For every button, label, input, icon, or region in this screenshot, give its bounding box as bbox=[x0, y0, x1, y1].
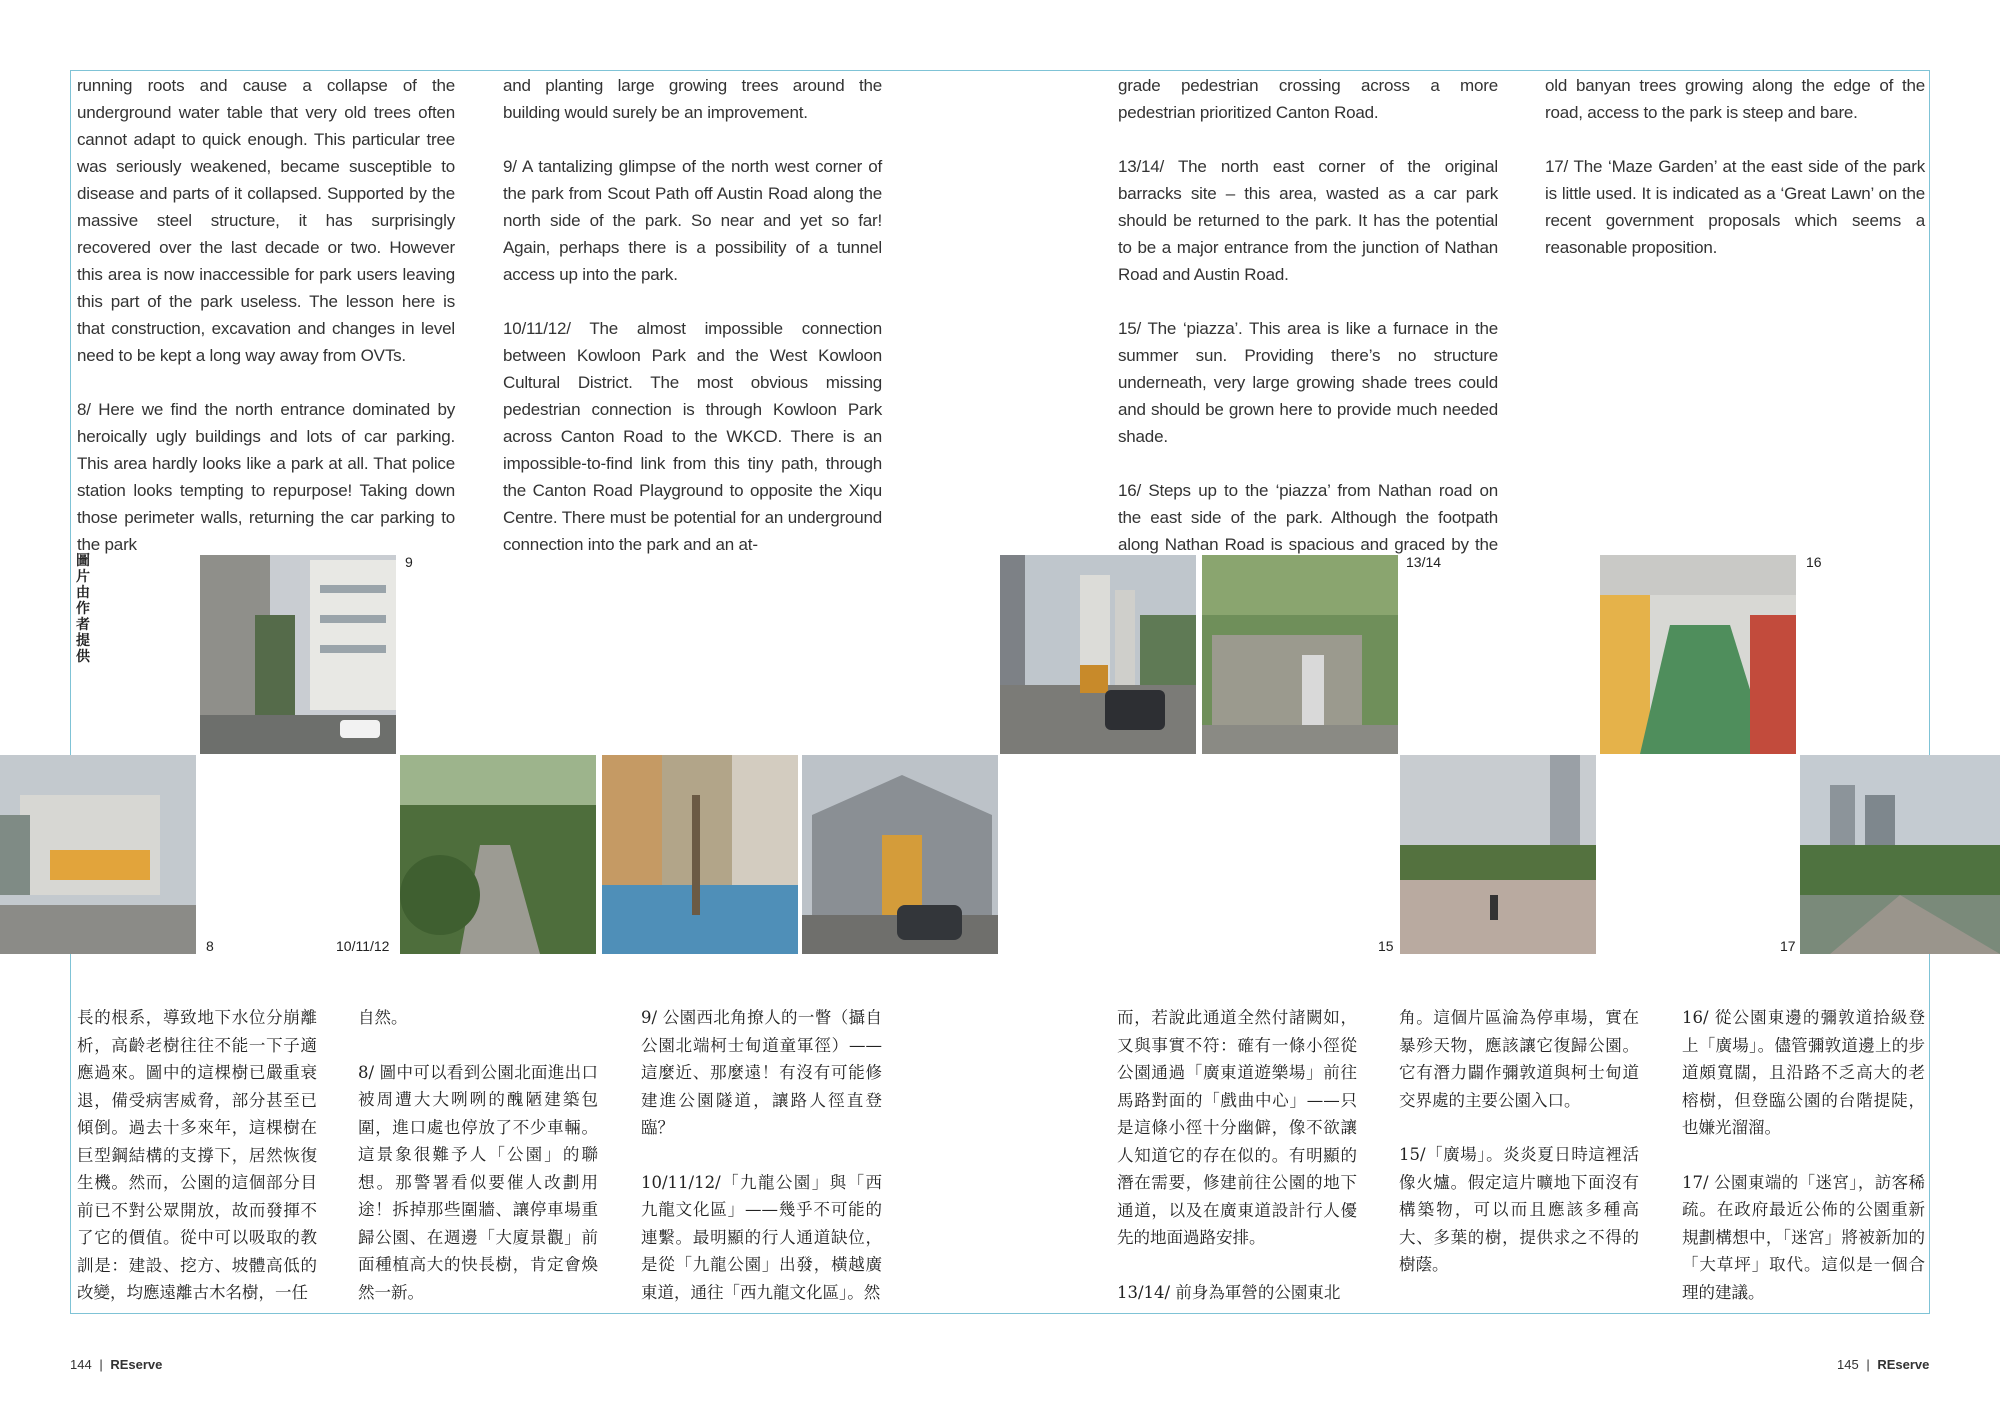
photo-10-path bbox=[400, 755, 596, 954]
english-column-3 bbox=[1118, 72, 1498, 612]
chinese-paragraph: 16/ 從公園東邊的彌敦道拾級登上「廣場」。儘管彌敦道邊上的步道頗寬闊，且沿路不乏高大的老榕樹，但登臨公園的台階提陡，也嫌光溜溜。 bbox=[1682, 1008, 1925, 1137]
photo-label-17: 17 bbox=[1780, 938, 1796, 954]
chinese-paragraph: 而，若說此通道全然付諸闕如，又與事實不符：確有一條小徑從公園通過「廣東道遊樂場」前往馬路對面的「戲曲中心」——只是這條小徑十分幽僻，像不欲讓人知道它的存在似的。有明顯的潛在需要，修建前往公園的地下通道，以及在廣東道設計行人優先的地面過路安排。 bbox=[1117, 1008, 1357, 1247]
footer-separator: | bbox=[1866, 1357, 1870, 1372]
chinese-paragraph: 自然。 bbox=[358, 1008, 408, 1027]
chinese-paragraph: 15/「廣場」。炎炎夏日時這裡活像火爐。假定這片曠地下面沒有構築物，可以而且應該多種高大、多葉的樹，提供求之不得的樹蔭。 bbox=[1399, 1145, 1639, 1274]
chinese-paragraph: 17/ 公園東端的「迷宮」，訪客稀疏。在政府最近公佈的公園重新規劃構想中，「迷宮」將被新加的「大草坪」取代。這似是一個合理的建議。 bbox=[1682, 1172, 1925, 1302]
page-number: 145 bbox=[1837, 1357, 1859, 1372]
chinese-column-6 bbox=[1682, 1004, 1925, 1333]
magazine-brand: REserve bbox=[110, 1357, 163, 1372]
chinese-paragraph: 長的根系，導致地下水位分崩離析，高齡老樹往往不能一下子適應過來。圖中的這棵樹已嚴重衰退，備受病害威脅，部分甚至已傾倒。過去十多來年，這棵樹在巨型鋼結構的支撐下，居然恢復生機。然而，公園的這個部分目前已不對公眾開放，故而發揮不了它的價值。從中可以吸取的教訓是：建設、挖方、坡體高低的改變，均應遠離古木名樹，一任 bbox=[77, 1008, 317, 1302]
english-paragraph: old banyan trees growing along the edge of the road, access to the park is steep and bare. bbox=[1545, 76, 1925, 122]
chinese-column-5 bbox=[1399, 1004, 1639, 1306]
footer-separator: | bbox=[99, 1357, 103, 1372]
english-paragraph: 17/ The ‘Maze Garden’ at the east side of the park is little used. It is indicated as a ‘Great Lawn’ on the recent government proposals which seems a reasonable proposition. bbox=[1545, 157, 1925, 257]
photo-16-steps bbox=[1600, 555, 1796, 754]
chinese-column-2 bbox=[358, 1004, 598, 1333]
footer-left bbox=[70, 1357, 162, 1372]
photo-label-15: 15 bbox=[1378, 938, 1394, 954]
photo-17-maze-garden bbox=[1800, 755, 2000, 954]
photo-9-police-station bbox=[200, 555, 396, 754]
chinese-column-1 bbox=[77, 1004, 317, 1334]
english-paragraph: 16/ Steps up to the ‘piazza’ from Nathan road on the east side of the park. Although the footpath along Nathan Road is spacious and graced by the bbox=[1118, 481, 1498, 554]
english-paragraph: and planting large growing trees around the building would surely be an improvement. bbox=[503, 76, 882, 122]
english-paragraph: grade pedestrian crossing across a more pedestrian prioritized Canton Road. bbox=[1118, 76, 1498, 122]
chinese-paragraph: 角。這個片區淪為停車場，實在暴殄天物，應該讓它復歸公園。它有潛力闢作彌敦道與柯士甸道交界處的主要公園入口。 bbox=[1399, 1008, 1639, 1110]
photo-8-north-entrance bbox=[0, 755, 196, 954]
footer-right bbox=[1837, 1357, 1929, 1372]
chinese-paragraph: 8/ 圖中可以看到公園北面進出口被周遭大大咧咧的醜陋建築包圍，進口處也停放了不少車輛。這景象很難予人「公園」的聯想。那警署看似要催人改劃用途！拆掉那些圍牆、讓停車場重歸公園、在週邊「大廈景觀」前面種植高大的快長樹，肯定會煥然一新。 bbox=[358, 1062, 598, 1302]
english-paragraph: running roots and cause a collapse of the underground water table that very old trees often cannot adapt to quick enough. This particular tree was seriously weakened, became susceptible to disease and parts of it collapsed. Supported by the massive steel structure, it has surprisingly recovered over the last decade or two. However this area is now inaccessible for park users leaving this part of the park useless. The lesson here is that construction, excavation and changes in level need to be kept a long way away from OVTs. bbox=[77, 76, 455, 365]
chinese-paragraph: 13/14/ 前身為軍營的公園東北 bbox=[1117, 1282, 1341, 1302]
english-column-4 bbox=[1545, 72, 1925, 288]
english-column-1 bbox=[77, 72, 455, 585]
chinese-column-4 bbox=[1117, 1004, 1357, 1333]
english-paragraph: 10/11/12/ The almost impossible connection between Kowloon Park and the West Kowloon Cultural District. The most obvious missing pedestrian connection is through Kowloon Park across Canton Road to the WKCD. There is an impossible-to-find link from this tiny path, through the Canton Road Playground to opposite the Xiqu Centre. There must be potential for an underground connection into the park and an at- bbox=[503, 319, 882, 554]
chinese-paragraph: 9/ 公園西北角撩人的一瞥（攝自公園北端柯士甸道童軍徑）——這麼近、那麼遠！有沒有可能修建進公園隧道，讓路人徑直登臨？ bbox=[641, 1008, 882, 1137]
english-column-2 bbox=[503, 72, 882, 585]
photo-12-xiqu-centre bbox=[802, 755, 998, 954]
photo-credit: 圖片由作者提供 bbox=[76, 553, 90, 665]
photo-15-piazza bbox=[1400, 755, 1596, 954]
chinese-column-3 bbox=[641, 1004, 882, 1333]
english-paragraph: 9/ A tantalizing glimpse of the north west corner of the park from Scout Path off Austin Road along the north side of the park. So near and yet so far! Again, perhaps there is a possibility of a tunnel access up into the park. bbox=[503, 157, 882, 284]
english-paragraph: 15/ The ‘piazza’. This area is like a furnace in the summer sun. Providing there’s no structure underneath, very large growing shade trees could and should be grown here to provide much needed shade. bbox=[1118, 319, 1498, 446]
page-number: 144 bbox=[70, 1357, 92, 1372]
english-paragraph: 8/ Here we find the north entrance dominated by heroically ugly buildings and lots of car parking. This area hardly looks like a park at all. That police station looks tempting to repurpose! Taking down those perimeter walls, returning the car parking to the park bbox=[77, 400, 455, 554]
chinese-paragraph: 10/11/12/「九龍公園」與「西九龍文化區」——幾乎不可能的連繫。最明顯的行人通道缺位，是從「九龍公園」出發，橫越廣東道，通往「西九龍文化區」。然 bbox=[641, 1172, 882, 1302]
photo-label-9: 9 bbox=[405, 554, 413, 570]
magazine-brand: REserve bbox=[1877, 1357, 1930, 1372]
photo-label-10-11-12: 10/11/12 bbox=[336, 938, 390, 954]
photo-label-13-14: 13/14 bbox=[1406, 554, 1442, 570]
photo-11-playground bbox=[602, 755, 798, 954]
photo-label-16: 16 bbox=[1806, 554, 1822, 570]
photo-14-corner bbox=[1202, 555, 1398, 754]
photo-label-8: 8 bbox=[206, 938, 214, 954]
english-paragraph: 13/14/ The north east corner of the original barracks site – this area, wasted as a car park should be returned to the park. It has the potential to be a major entrance from the junction of Nathan Road and Austin Road. bbox=[1118, 157, 1498, 284]
photo-13-car-park bbox=[1000, 555, 1196, 754]
